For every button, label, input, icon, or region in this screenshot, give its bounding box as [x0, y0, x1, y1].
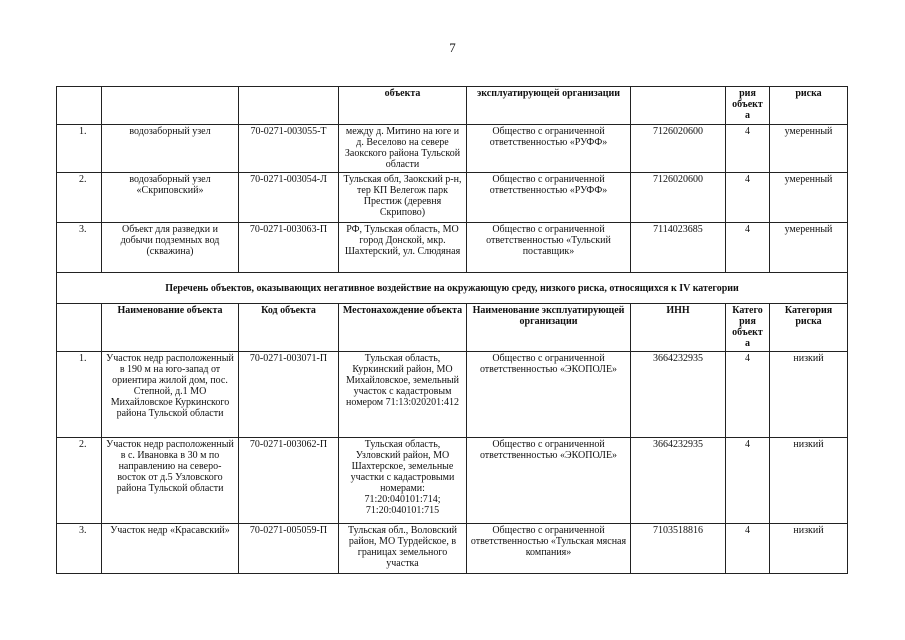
- object-organization: Общество с ограниченной ответственностью «РУФФ»: [467, 173, 631, 223]
- table-row: [57, 125, 848, 173]
- object-code: 70-0271-005059-П: [239, 524, 339, 574]
- object-inn: 7103518816: [631, 524, 726, 574]
- header-cell-category: рия объект а: [726, 87, 770, 125]
- object-location: между д. Митино на юге и д. Веселово на севере Заокского района Тульской области: [339, 125, 467, 173]
- header-cell-code: Код объекта: [239, 304, 339, 352]
- object-risk: умеренный: [770, 125, 848, 173]
- object-code: 70-0271-003063-П: [239, 223, 339, 273]
- row-number: 3.: [57, 223, 102, 273]
- object-name: водозаборный узел «Скриповский»: [102, 173, 239, 223]
- row-number: 1.: [57, 125, 102, 173]
- object-organization: Общество с ограниченной ответственностью «Тульская мясная компания»: [467, 524, 631, 574]
- object-risk: умеренный: [770, 223, 848, 273]
- object-category: 4: [726, 438, 770, 524]
- object-name: Участок недр расположенный в с. Ивановка в 30 м по направлению на северо-восток от д.5 Узловского района Тульской области: [102, 438, 239, 524]
- header-cell-organization: Наименование эксплуатирующей организации: [467, 304, 631, 352]
- header-cell-inn: ИНН: [631, 304, 726, 352]
- object-risk: низкий: [770, 524, 848, 574]
- object-inn: 7114023685: [631, 223, 726, 273]
- header-cell-num: [57, 87, 102, 125]
- table-row: [57, 173, 848, 223]
- object-location: Тульская область, Узловский район, МО Шахтерское, земельные участки с кадастровыми номерами: 71:20:040101:714; 71:20:040101:715: [339, 438, 467, 524]
- object-code: 70-0271-003054-Л: [239, 173, 339, 223]
- header-row: [57, 304, 848, 352]
- table-row: [57, 438, 848, 524]
- row-number: 3.: [57, 524, 102, 574]
- object-name: Участок недр расположенный в 190 м на юго-запад от ориентира жилой дом, пос. Степной, д.1 МО Михайловское Куркинского района Тульской области: [102, 352, 239, 438]
- object-inn: 3664232935: [631, 438, 726, 524]
- object-risk: низкий: [770, 438, 848, 524]
- header-cell-organization: эксплуатирующей организации: [467, 87, 631, 125]
- object-location: Тульская область, Куркинский район, МО Михайловское, земельный участок с кадастровым номером 71:13:020201:412: [339, 352, 467, 438]
- table-row: [57, 524, 848, 574]
- row-number: 1.: [57, 352, 102, 438]
- object-risk: низкий: [770, 352, 848, 438]
- object-inn: 3664232935: [631, 352, 726, 438]
- object-inn: 7126020600: [631, 125, 726, 173]
- object-category: 4: [726, 352, 770, 438]
- object-category: 4: [726, 524, 770, 574]
- objects-table: [56, 86, 848, 574]
- header-cell-code: [239, 87, 339, 125]
- object-organization: Общество с ограниченной ответственностью «ЭКОПОЛЕ»: [467, 438, 631, 524]
- section-title: Перечень объектов, оказывающих негативное воздействие на окружающую среду, низкого риска, относящихся к IV категории: [57, 273, 848, 304]
- object-organization: Общество с ограниченной ответственностью «ЭКОПОЛЕ»: [467, 352, 631, 438]
- section-row: [57, 273, 848, 304]
- header-cell-num: [57, 304, 102, 352]
- object-name: Объект для разведки и добычи подземных вод (скважина): [102, 223, 239, 273]
- object-name: водозаборный узел: [102, 125, 239, 173]
- object-organization: Общество с ограниченной ответственностью «РУФФ»: [467, 125, 631, 173]
- object-name: Участок недр «Красавский»: [102, 524, 239, 574]
- table-row: [57, 223, 848, 273]
- object-inn: 7126020600: [631, 173, 726, 223]
- object-category: 4: [726, 223, 770, 273]
- row-number: 2.: [57, 438, 102, 524]
- header-cell-category: Катего рия объект а: [726, 304, 770, 352]
- header-cell-risk: Категория риска: [770, 304, 848, 352]
- header-cell-location: объекта: [339, 87, 467, 125]
- object-location: Тульская обл, Заокский р-н, тер КП Велегож парк Престиж (деревня Скрипово): [339, 173, 467, 223]
- object-organization: Общество с ограниченной ответственностью «Тульский поставщик»: [467, 223, 631, 273]
- header-cell-name: Наименование объекта: [102, 304, 239, 352]
- row-number: 2.: [57, 173, 102, 223]
- table-row: [57, 352, 848, 438]
- page-number: 7: [449, 40, 456, 55]
- header-cell-name: [102, 87, 239, 125]
- object-category: 4: [726, 173, 770, 223]
- header-cell-risk: риска: [770, 87, 848, 125]
- object-code: 70-0271-003071-П: [239, 352, 339, 438]
- object-risk: умеренный: [770, 173, 848, 223]
- header-cell-location: Местонахождение объекта: [339, 304, 467, 352]
- object-location: Тульская обл., Воловский район, МО Турдейское, в границах земельного участка: [339, 524, 467, 574]
- object-category: 4: [726, 125, 770, 173]
- continued-header-row: [57, 87, 848, 125]
- object-location: РФ, Тульская область, МО город Донской, мкр. Шахтерский, ул. Слюдяная: [339, 223, 467, 273]
- object-code: 70-0271-003062-П: [239, 438, 339, 524]
- object-code: 70-0271-003055-Т: [239, 125, 339, 173]
- header-cell-inn: [631, 87, 726, 125]
